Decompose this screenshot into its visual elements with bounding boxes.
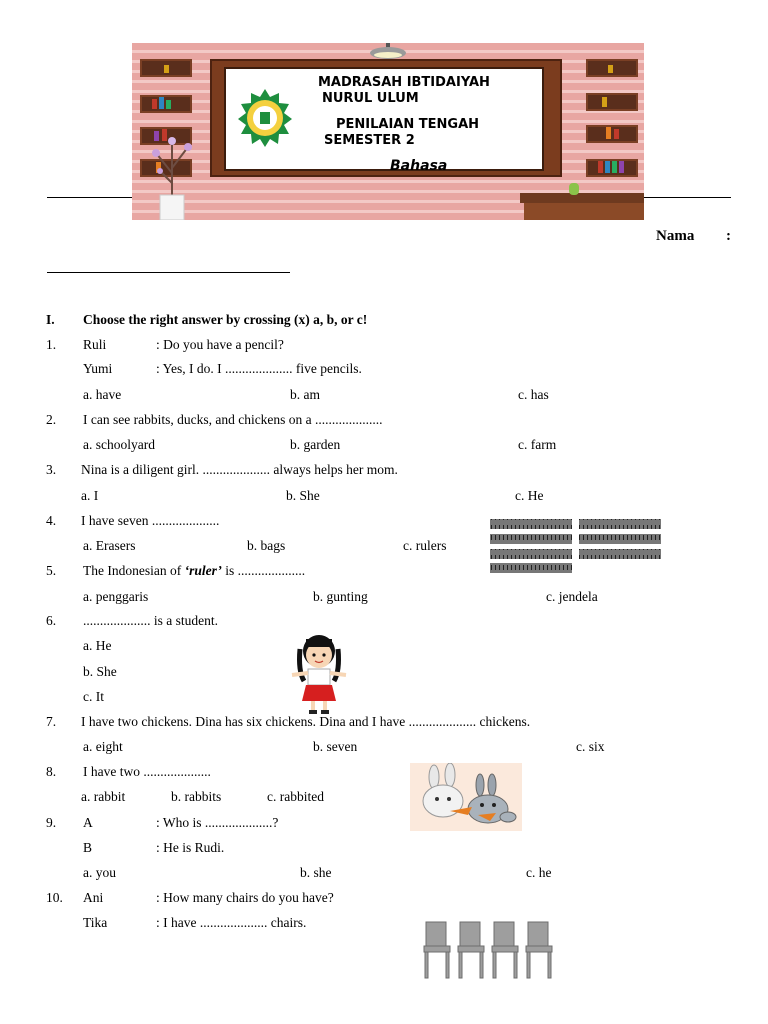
question-number: 8. [46, 764, 57, 779]
question-number: 6. [46, 613, 57, 628]
option-c[interactable]: c. It [83, 689, 104, 704]
option-a[interactable]: a. penggaris [83, 589, 149, 604]
question-text: I have two .................... [83, 764, 211, 779]
question-number: 7. [46, 714, 57, 729]
dialog-speaker: Yumi [83, 361, 113, 376]
option-c[interactable]: c. six [576, 739, 605, 754]
section-number: I. [46, 312, 55, 327]
option-b[interactable]: b. garden [290, 437, 341, 452]
shelf-icon [586, 125, 638, 143]
subject-title: Bahasa [390, 158, 448, 174]
shelf-icon [140, 95, 192, 113]
nama-colon: : [726, 228, 731, 244]
option-a[interactable]: a. rabbit [81, 789, 126, 804]
dialog-text: : Do you have a pencil? [156, 337, 284, 352]
plant-icon [142, 123, 202, 220]
option-c[interactable]: c. jendela [546, 589, 598, 604]
dialog-speaker: B [83, 840, 93, 855]
exam-title-line1: PENILAIAN TENGAH [336, 117, 480, 132]
shelf-icon [586, 59, 638, 77]
exam-title-line2: SEMESTER 2 [324, 133, 415, 148]
emphasized-word: ‘ruler’ [184, 563, 222, 578]
school-logo-icon [232, 87, 298, 149]
dialog-text: : He is Rudi. [156, 840, 225, 855]
option-b[interactable]: b. she [300, 865, 332, 880]
nama-answer-line [47, 272, 290, 273]
question-number: 10. [46, 890, 63, 905]
option-b[interactable]: b. am [290, 387, 320, 402]
lamp-icon [358, 43, 418, 59]
dialog-text: : Yes, I do. I .................... five pencils. [156, 361, 362, 376]
option-c[interactable]: c. has [518, 387, 549, 402]
question-text: I can see rabbits, ducks, and chickens on a .................... [83, 412, 383, 427]
question-text: I have two chickens. Dina has six chickens. Dina and I have .................... chickens. [81, 714, 531, 729]
question-number: 2. [46, 412, 57, 427]
dialog-speaker: Tika [83, 915, 108, 930]
header-rule-right [644, 197, 731, 198]
option-b[interactable]: b. seven [313, 739, 358, 754]
question-text: .................... is a student. [83, 613, 218, 628]
title-board [224, 67, 544, 174]
option-c[interactable]: c. He [515, 488, 544, 503]
question-number: 3. [46, 462, 57, 477]
option-a[interactable]: a. I [81, 488, 99, 503]
question-text: I have seven .................... [81, 513, 220, 528]
header-rule-left [47, 197, 132, 198]
school-name-line1: MADRASAH IBTIDAIYAH [318, 75, 490, 90]
option-b[interactable]: b. bags [247, 538, 286, 553]
rulers-image [487, 515, 664, 575]
chairs-image [420, 916, 558, 982]
option-c[interactable]: c. farm [518, 437, 557, 452]
option-b[interactable]: b. rabbits [171, 789, 222, 804]
shelf-icon [586, 159, 638, 177]
desk-icon [520, 193, 644, 203]
question-number: 9. [46, 815, 57, 830]
option-b[interactable]: b. She [286, 488, 320, 503]
shelf-icon [140, 59, 192, 77]
option-c[interactable]: c. rulers [403, 538, 447, 553]
dialog-speaker: A [83, 815, 93, 830]
option-b[interactable]: b. gunting [313, 589, 368, 604]
student-girl-image [284, 631, 354, 715]
blackboard-frame [210, 59, 562, 177]
option-a[interactable]: a. He [83, 638, 112, 653]
dialog-speaker: Ruli [83, 337, 107, 352]
question-text: The Indonesian of ‘ruler’ is .................... [83, 563, 306, 578]
dialog-speaker: Ani [83, 890, 104, 905]
option-c[interactable]: c. rabbited [267, 789, 324, 804]
dialog-text: : I have .................... chairs. [156, 915, 307, 930]
option-a[interactable]: a. you [83, 865, 116, 880]
question-number: 4. [46, 513, 57, 528]
option-a[interactable]: a. Erasers [83, 538, 136, 553]
question-text: Nina is a diligent girl. .................... always helps her mom. [81, 462, 398, 477]
question-number: 1. [46, 337, 57, 352]
section-instruction: Choose the right answer by crossing (x) a, b, or c! [83, 312, 368, 327]
pencil-cup-icon [569, 183, 579, 195]
header-banner [132, 43, 644, 220]
dialog-text: : How many chairs do you have? [156, 890, 334, 905]
school-name-line2: NURUL ULUM [322, 91, 419, 106]
option-a[interactable]: a. schoolyard [83, 437, 155, 452]
option-a[interactable]: a. have [83, 387, 122, 402]
shelf-icon [586, 93, 638, 111]
option-b[interactable]: b. She [83, 664, 117, 679]
nama-label: Nama [656, 228, 695, 244]
option-c[interactable]: c. he [526, 865, 552, 880]
dialog-text: : Who is ....................? [156, 815, 279, 830]
question-number: 5. [46, 563, 57, 578]
rabbits-image [410, 763, 522, 831]
option-a[interactable]: a. eight [83, 739, 123, 754]
